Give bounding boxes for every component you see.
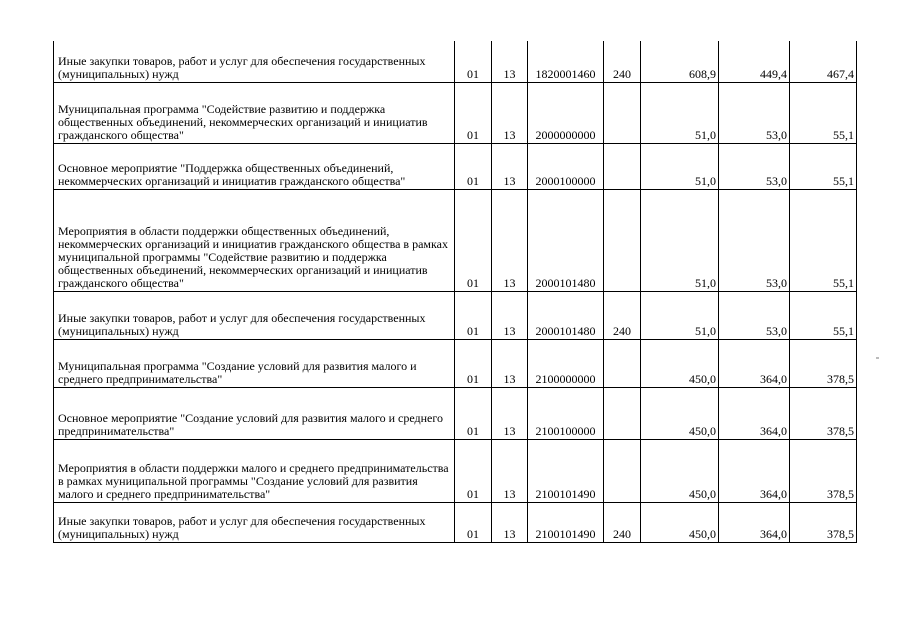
section-code: 01	[455, 41, 492, 82]
row-name: Иные закупки товаров, работ и услуг для обеспечения государственных (муниципальных) нужд	[54, 291, 455, 339]
amount-year-2: 449,4	[719, 41, 790, 82]
section-code: 01	[455, 82, 492, 143]
table-row	[54, 82, 857, 143]
subsection-code: 13	[492, 439, 528, 502]
amount-year-2: 364,0	[719, 439, 790, 502]
budget-table	[53, 41, 857, 543]
section-code: 01	[455, 291, 492, 339]
amount-year-1: 608,9	[641, 41, 719, 82]
amount-year-1: 450,0	[641, 339, 719, 387]
amount-year-2: 364,0	[719, 502, 790, 542]
amount-year-2: 53,0	[719, 143, 790, 189]
target-article-code: 2100101490	[528, 502, 604, 542]
target-article-code: 1820001460	[528, 41, 604, 82]
expense-type-code	[604, 339, 641, 387]
amount-year-1: 450,0	[641, 439, 719, 502]
row-name: Иные закупки товаров, работ и услуг для обеспечения государственных (муниципальных) нужд	[54, 41, 455, 82]
target-article-code: 2000101480	[528, 189, 604, 291]
expense-type-code	[604, 189, 641, 291]
expense-type-code	[604, 82, 641, 143]
amount-year-1: 450,0	[641, 502, 719, 542]
target-article-code: 2000000000	[528, 82, 604, 143]
section-code: 01	[455, 339, 492, 387]
amount-year-1: 51,0	[641, 143, 719, 189]
amount-year-2: 364,0	[719, 387, 790, 439]
amount-year-1: 51,0	[641, 189, 719, 291]
target-article-code: 2100101490	[528, 439, 604, 502]
amount-year-3: 55,1	[790, 189, 857, 291]
amount-year-2: 53,0	[719, 291, 790, 339]
row-name: Мероприятия в области поддержки малого и среднего предпринимательства в рамках муниципальной программы "Создание условий для развития малого и среднего предпринимательства"	[54, 439, 455, 502]
section-code: 01	[455, 387, 492, 439]
subsection-code: 13	[492, 502, 528, 542]
amount-year-3: 378,5	[790, 339, 857, 387]
table-row	[54, 41, 857, 82]
section-code: 01	[455, 143, 492, 189]
amount-year-1: 51,0	[641, 82, 719, 143]
target-article-code: 2000101480	[528, 291, 604, 339]
table-row	[54, 143, 857, 189]
row-name: Мероприятия в области поддержки общественных объединений, некоммерческих организаций и инициатив гражданского общества в рамках муниципальной программы "Содействие развитию и поддержка общественных объединений, некоммерческих организаций и инициатив гражданского общества"	[54, 189, 455, 291]
table-row	[54, 387, 857, 439]
subsection-code: 13	[492, 291, 528, 339]
row-name: Иные закупки товаров, работ и услуг для обеспечения государственных (муниципальных) нужд	[54, 502, 455, 542]
section-code: 01	[455, 189, 492, 291]
target-article-code: 2100000000	[528, 339, 604, 387]
subsection-code: 13	[492, 41, 528, 82]
amount-year-1: 450,0	[641, 387, 719, 439]
amount-year-3: 378,5	[790, 502, 857, 542]
expense-type-code	[604, 143, 641, 189]
expense-type-code: 240	[604, 291, 641, 339]
target-article-code: 2100100000	[528, 387, 604, 439]
amount-year-1: 51,0	[641, 291, 719, 339]
amount-year-2: 53,0	[719, 189, 790, 291]
amount-year-3: 55,1	[790, 82, 857, 143]
amount-year-3: 55,1	[790, 143, 857, 189]
amount-year-3: 467,4	[790, 41, 857, 82]
amount-year-3: 55,1	[790, 291, 857, 339]
amount-year-2: 364,0	[719, 339, 790, 387]
subsection-code: 13	[492, 189, 528, 291]
row-name: Основное мероприятие "Создание условий для развития малого и среднего предпринимательства"	[54, 387, 455, 439]
section-code: 01	[455, 439, 492, 502]
expense-type-code	[604, 439, 641, 502]
subsection-code: 13	[492, 143, 528, 189]
subsection-code: 13	[492, 387, 528, 439]
target-article-code: 2000100000	[528, 143, 604, 189]
amount-year-3: 378,5	[790, 439, 857, 502]
subsection-code: 13	[492, 82, 528, 143]
amount-year-2: 53,0	[719, 82, 790, 143]
expense-type-code: 240	[604, 502, 641, 542]
expense-type-code: 240	[604, 41, 641, 82]
subsection-code: 13	[492, 339, 528, 387]
table-row	[54, 189, 857, 291]
scan-speck	[876, 357, 879, 359]
section-code: 01	[455, 502, 492, 542]
row-name: Основное мероприятие "Поддержка общественных объединений, некоммерческих организаций и инициатив гражданского общества"	[54, 143, 455, 189]
table-row	[54, 339, 857, 387]
table-row	[54, 291, 857, 339]
amount-year-3: 378,5	[790, 387, 857, 439]
expense-type-code	[604, 387, 641, 439]
table-row	[54, 502, 857, 542]
table-row	[54, 439, 857, 502]
row-name: Муниципальная программа "Содействие развитию и поддержка общественных объединений, некоммерческих организаций и инициатив гражданского общества"	[54, 82, 455, 143]
row-name: Муниципальная программа "Создание условий для развития малого и среднего предпринимательства"	[54, 339, 455, 387]
